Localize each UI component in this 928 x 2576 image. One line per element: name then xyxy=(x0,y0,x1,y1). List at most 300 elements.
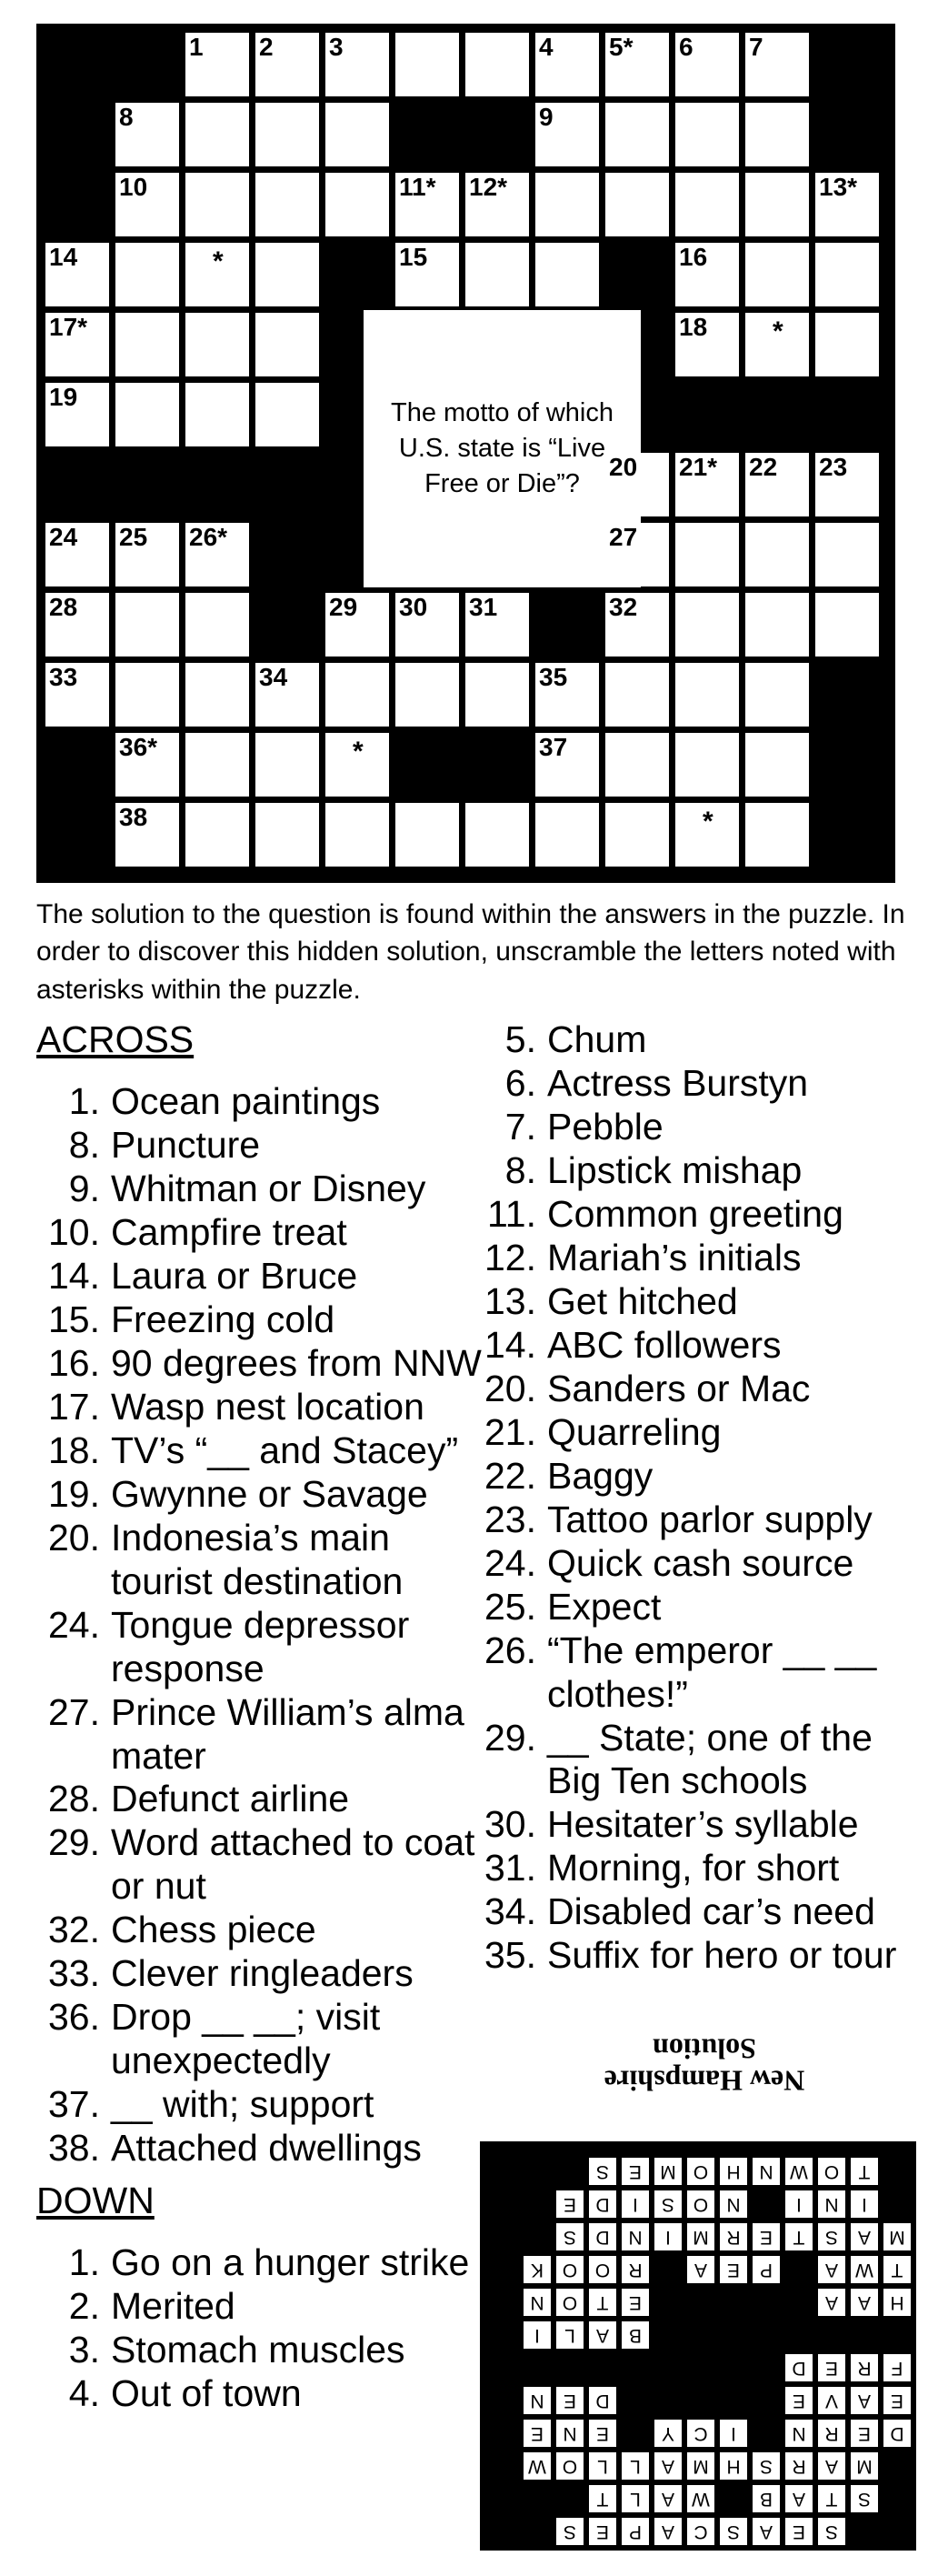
clue-item-number: 5. xyxy=(504,1018,536,1060)
clue-item-text: Common greeting xyxy=(547,1192,843,1235)
solution-cell: E xyxy=(622,2289,649,2316)
clue-item xyxy=(36,2329,500,2372)
grid-cell[interactable] xyxy=(185,383,249,446)
grid-cell[interactable] xyxy=(185,733,249,797)
across-clues xyxy=(36,1018,500,2416)
clue-item xyxy=(473,1368,927,1411)
grid-cell[interactable] xyxy=(745,733,809,797)
grid-cell[interactable] xyxy=(605,453,669,516)
crossword-grid xyxy=(36,24,895,883)
solution-cell: E xyxy=(524,2420,551,2447)
clue-item-number: 31. xyxy=(484,1847,536,1889)
asterisk-marker: * xyxy=(353,737,364,767)
clue-number: 34 xyxy=(259,663,288,691)
clue-number: 16 xyxy=(679,243,708,271)
grid-cell[interactable] xyxy=(325,803,389,867)
grid-cell[interactable] xyxy=(185,173,249,236)
clue-item xyxy=(36,1996,500,2083)
clue-item xyxy=(473,1847,927,1890)
solution-cell: S xyxy=(556,2518,584,2545)
grid-cell[interactable] xyxy=(45,243,109,306)
solution-cell: I xyxy=(654,2223,682,2250)
clue-number: 15 xyxy=(399,243,428,271)
grid-cell[interactable] xyxy=(185,313,249,376)
grid-cell[interactable] xyxy=(675,523,739,586)
solution-cell: P xyxy=(753,2256,780,2283)
clue-item-number: 37. xyxy=(48,2083,100,2126)
clue-item-number: 21. xyxy=(484,1410,536,1453)
clue-item-number: 11. xyxy=(487,1192,536,1235)
solution-cell: V xyxy=(818,2387,845,2414)
grid-cell[interactable] xyxy=(325,173,389,236)
grid-cell[interactable] xyxy=(185,663,249,727)
grid-cell[interactable] xyxy=(465,173,529,236)
solution-cell: A xyxy=(589,2321,616,2349)
clue-item xyxy=(36,1691,500,1779)
clue-item-number: 2. xyxy=(68,2285,100,2328)
grid-cell[interactable] xyxy=(605,33,669,96)
solution-cell: D xyxy=(883,2420,911,2447)
grid-cell[interactable] xyxy=(45,383,109,446)
solution-cell: A xyxy=(851,2289,878,2316)
grid-cell[interactable] xyxy=(255,33,319,96)
solution-cell: E xyxy=(589,2420,616,2447)
grid-cell[interactable] xyxy=(605,593,669,657)
grid-cell[interactable] xyxy=(325,663,389,727)
clue-item-number: 15. xyxy=(48,1298,100,1340)
grid-cell[interactable] xyxy=(745,33,809,96)
grid-cell[interactable] xyxy=(675,313,739,376)
grid-cell[interactable] xyxy=(605,733,669,797)
solution-cell: W xyxy=(524,2452,551,2480)
grid-cell[interactable] xyxy=(255,243,319,306)
grid-cell[interactable] xyxy=(675,733,739,797)
grid-cell[interactable] xyxy=(185,593,249,657)
grid-cell[interactable] xyxy=(465,663,529,727)
solution-cell: L xyxy=(556,2321,584,2349)
clue-item-number: 20. xyxy=(48,1516,100,1559)
clue-item-number: 13. xyxy=(484,1279,536,1322)
clue-item-number: 33. xyxy=(48,1952,100,1995)
clue-item-number: 29. xyxy=(484,1716,536,1759)
grid-cell[interactable] xyxy=(255,733,319,797)
clue-item xyxy=(36,1342,500,1386)
grid-cell[interactable] xyxy=(115,523,179,586)
clue-number: 14 xyxy=(49,243,78,271)
solution-cell: W xyxy=(785,2158,813,2185)
clue-item xyxy=(36,1778,500,1821)
clue-number: 38 xyxy=(119,803,148,831)
clue-number: 1 xyxy=(189,33,204,61)
clue-item-text: Defunct airline xyxy=(111,1778,350,1820)
clue-item xyxy=(473,1934,927,1978)
grid-cell[interactable] xyxy=(395,173,459,236)
grid-cell[interactable] xyxy=(115,103,179,166)
clue-item-text: Suffix for hero or tour xyxy=(547,1934,897,1977)
solution-cell: N xyxy=(556,2420,584,2447)
clue-item-text: Disabled car’s need xyxy=(547,1890,875,1933)
clue-item-number: 17. xyxy=(48,1385,100,1428)
clue-item-number: 22. xyxy=(484,1454,536,1497)
grid-cell[interactable] xyxy=(745,453,809,516)
clue-item-text: Word attached to coat or nut xyxy=(111,1821,475,1908)
grid-cell[interactable] xyxy=(45,313,109,376)
clue-item-text: Chess piece xyxy=(111,1909,316,1951)
grid-cell[interactable] xyxy=(745,243,809,306)
clue-item xyxy=(36,1429,500,1473)
clue-item-text: Expect xyxy=(547,1585,662,1628)
grid-cell[interactable] xyxy=(185,33,249,96)
clue-item-text: Tattoo parlor supply xyxy=(547,1498,873,1540)
clue-item xyxy=(473,1193,927,1237)
grid-cell[interactable] xyxy=(325,33,389,96)
clue-item-number: 12. xyxy=(484,1236,536,1278)
clue-number: 3 xyxy=(329,33,344,61)
clue-item-text: Puncture xyxy=(111,1123,261,1166)
grid-cell[interactable] xyxy=(395,33,459,96)
solution-cell: F xyxy=(883,2354,911,2381)
clue-item-number: 16. xyxy=(48,1341,100,1384)
grid-cell[interactable] xyxy=(605,803,669,867)
solution-cell: B xyxy=(753,2485,780,2512)
grid-cell[interactable] xyxy=(815,593,879,657)
grid-cell[interactable] xyxy=(605,663,669,727)
clue-item-text: __ with; support xyxy=(111,2083,374,2126)
solution-cell: A xyxy=(687,2256,714,2283)
solution-cell: T xyxy=(883,2256,911,2283)
grid-cell[interactable] xyxy=(45,593,109,657)
clue-item-text: Wasp nest location xyxy=(111,1385,424,1428)
grid-cell[interactable] xyxy=(255,173,319,236)
solution-cell: E xyxy=(589,2518,616,2545)
solution-cell: R xyxy=(622,2256,649,2283)
grid-cell[interactable] xyxy=(815,523,879,586)
grid-cell[interactable] xyxy=(815,453,879,516)
clue-item xyxy=(473,1106,927,1149)
clue-item-text: Campfire treat xyxy=(111,1210,347,1253)
solution-cell: O xyxy=(687,2190,714,2218)
clue-item-number: 36. xyxy=(48,1996,100,2039)
solution-cell: A xyxy=(851,2223,878,2250)
clue-number: 13* xyxy=(819,173,858,201)
grid-cell[interactable] xyxy=(255,803,319,867)
solution-cell: E xyxy=(622,2158,649,2185)
grid-cell[interactable] xyxy=(115,733,179,797)
solution-cell: C xyxy=(687,2518,714,2545)
grid-cell[interactable] xyxy=(745,803,809,867)
clue-item-number: 35. xyxy=(484,1934,536,1977)
grid-cell[interactable] xyxy=(535,733,599,797)
clue-item-text: Clever ringleaders xyxy=(111,1952,414,1995)
solution-cell: D xyxy=(589,2190,616,2218)
grid-cell[interactable] xyxy=(115,243,179,306)
solution-cell: M xyxy=(687,2452,714,2480)
clue-item-text: Actress Burstyn xyxy=(547,1061,809,1104)
solution-cell: O xyxy=(556,2289,584,2316)
solution-cell: C xyxy=(687,2420,714,2447)
solution-cell: L xyxy=(589,2452,616,2480)
grid-cell[interactable] xyxy=(465,243,529,306)
grid-cell[interactable] xyxy=(535,663,599,727)
clue-item xyxy=(36,1124,500,1168)
solution-cell: I xyxy=(524,2321,551,2349)
solution-cell: E xyxy=(851,2420,878,2447)
clue-item xyxy=(473,1586,927,1629)
solution-cell: N xyxy=(622,2223,649,2250)
grid-cell[interactable] xyxy=(255,313,319,376)
solution-cell: S xyxy=(818,2518,845,2545)
clue-item xyxy=(36,1821,500,1909)
grid-cell[interactable] xyxy=(185,523,249,586)
clue-number: 17* xyxy=(49,313,88,341)
clue-number: 37 xyxy=(539,733,568,761)
clue-number: 4 xyxy=(539,33,554,61)
asterisk-marker: * xyxy=(773,316,783,346)
clue-item-text: Get hitched xyxy=(547,1279,738,1322)
grid-cell[interactable] xyxy=(325,733,389,797)
clue-item-text: Sanders or Mac xyxy=(547,1367,811,1409)
clue-item-number: 8. xyxy=(504,1148,536,1191)
clue-item-text: ABC followers xyxy=(547,1323,782,1366)
grid-cell[interactable] xyxy=(675,103,739,166)
grid-cell[interactable] xyxy=(395,593,459,657)
solution-cell: A xyxy=(785,2485,813,2512)
clue-item xyxy=(36,1298,500,1342)
clue-item-number: 20. xyxy=(484,1367,536,1409)
grid-cell[interactable] xyxy=(675,593,739,657)
clue-item-number: 34. xyxy=(484,1890,536,1933)
clue-item-number: 7. xyxy=(504,1105,536,1148)
solution-cell: R xyxy=(818,2420,845,2447)
solution-cell: R xyxy=(785,2452,813,2480)
grid-cell[interactable] xyxy=(675,803,739,867)
clue-item-text: 90 degrees from NNW xyxy=(111,1341,482,1384)
clue-item xyxy=(36,2285,500,2329)
clue-item xyxy=(36,1168,500,1211)
clue-item-text: Mariah’s initials xyxy=(547,1236,802,1278)
clue-number: 33 xyxy=(49,663,78,691)
clue-item xyxy=(36,1211,500,1255)
clue-item-text: __ State; one of the Big Ten schools xyxy=(547,1716,873,1802)
grid-cell[interactable] xyxy=(395,243,459,306)
solution-cell: H xyxy=(720,2158,747,2185)
solution-cell: D xyxy=(785,2354,813,2381)
solution-cell: A xyxy=(818,2452,845,2480)
clue-item xyxy=(36,2241,500,2285)
solution-cell: N xyxy=(818,2190,845,2218)
solution-cell: A xyxy=(654,2452,682,2480)
clue-item-text: Baggy xyxy=(547,1454,654,1497)
asterisk-marker: * xyxy=(703,807,713,837)
clue-number: 23 xyxy=(819,453,848,481)
grid-cell[interactable] xyxy=(745,593,809,657)
solution-title: New Hampshire Solution xyxy=(604,2032,805,2098)
clue-number: 35 xyxy=(539,663,568,691)
clue-item-number: 23. xyxy=(484,1498,536,1540)
clue-item xyxy=(36,1604,500,1691)
clue-item-text: Lipstick mishap xyxy=(547,1148,803,1191)
clue-number: 10 xyxy=(119,173,148,201)
clue-item-number: 1. xyxy=(68,2241,100,2284)
grid-cell[interactable] xyxy=(325,103,389,166)
clue-number: 30 xyxy=(399,593,428,621)
grid-cell[interactable] xyxy=(115,313,179,376)
clue-item-text: Tongue depressor response xyxy=(111,1603,410,1689)
clue-number: 11* xyxy=(399,173,436,201)
center-question: The motto of which U.S. state is “Live Free or Die”? xyxy=(364,310,641,587)
solution-cell: A xyxy=(851,2387,878,2414)
grid-cell[interactable] xyxy=(45,523,109,586)
grid-cell[interactable] xyxy=(675,243,739,306)
grid-cell[interactable] xyxy=(395,803,459,867)
clue-item-text: Hesitater’s syllable xyxy=(547,1803,859,1846)
solution-cell: B xyxy=(622,2321,649,2349)
solution-cell: T xyxy=(818,2485,845,2512)
clue-item xyxy=(36,1909,500,1952)
grid-cell[interactable] xyxy=(465,803,529,867)
clue-item-number: 14. xyxy=(48,1254,100,1297)
clue-item xyxy=(473,1280,927,1324)
grid-cell[interactable] xyxy=(745,663,809,727)
clue-item-text: Pebble xyxy=(547,1105,664,1148)
clue-number: 32 xyxy=(609,593,638,621)
grid-cell[interactable] xyxy=(255,663,319,727)
solution-cell: N xyxy=(524,2387,551,2414)
grid-cell[interactable] xyxy=(675,663,739,727)
grid-cell[interactable] xyxy=(465,593,529,657)
grid-cell[interactable] xyxy=(115,803,179,867)
grid-cell[interactable] xyxy=(395,663,459,727)
solution-cell: A xyxy=(654,2485,682,2512)
clue-number: 29 xyxy=(329,593,358,621)
solution-cell: E xyxy=(785,2387,813,2414)
grid-cell[interactable] xyxy=(255,383,319,446)
grid-cell[interactable] xyxy=(675,33,739,96)
solution-cell: T xyxy=(589,2289,616,2316)
grid-cell[interactable] xyxy=(605,103,669,166)
clue-item-number: 9. xyxy=(68,1167,100,1209)
solution-cell: N xyxy=(785,2420,813,2447)
down-heading: DOWN xyxy=(36,2180,155,2222)
clue-item-number: 25. xyxy=(484,1585,536,1628)
clue-item-text: Gwynne or Savage xyxy=(111,1472,428,1515)
clue-number: 5* xyxy=(609,33,634,61)
solution-cell: Y xyxy=(654,2420,682,2447)
asterisk-marker: * xyxy=(213,246,224,276)
grid-cell[interactable] xyxy=(745,173,809,236)
clue-item xyxy=(473,1018,927,1062)
solution-cell: A xyxy=(818,2289,845,2316)
grid-cell[interactable] xyxy=(535,33,599,96)
grid-cell[interactable] xyxy=(255,103,319,166)
clue-item xyxy=(473,1062,927,1106)
grid-cell[interactable] xyxy=(115,663,179,727)
grid-cell[interactable] xyxy=(815,243,879,306)
grid-cell[interactable] xyxy=(185,103,249,166)
solution-cell: R xyxy=(851,2354,878,2381)
solution-cell: A xyxy=(818,2256,845,2283)
grid-cell[interactable] xyxy=(185,243,249,306)
grid-cell[interactable] xyxy=(535,243,599,306)
clue-item-number: 10. xyxy=(48,1210,100,1253)
clue-item xyxy=(36,1080,500,1124)
clue-number: 26* xyxy=(189,523,228,551)
clue-number: 22 xyxy=(749,453,778,481)
grid-cell[interactable] xyxy=(605,523,669,586)
clue-item xyxy=(473,1324,927,1368)
solution-cell: W xyxy=(687,2485,714,2512)
grid-cell[interactable] xyxy=(675,453,739,516)
solution-cell: N xyxy=(720,2190,747,2218)
clue-number: 19 xyxy=(49,383,78,411)
solution-cell: E xyxy=(556,2387,584,2414)
clue-number: 24 xyxy=(49,523,78,551)
clue-item-text: Go on a hunger strike xyxy=(111,2241,470,2284)
clue-number: 2 xyxy=(259,33,274,61)
grid-cell[interactable] xyxy=(605,173,669,236)
clue-item xyxy=(36,2372,500,2416)
clue-item-text: Drop __ __; visit unexpectedly xyxy=(111,1996,381,2082)
clue-item-text: Morning, for short xyxy=(547,1847,840,1889)
clue-item xyxy=(473,1717,927,1804)
grid-cell[interactable] xyxy=(815,313,879,376)
clue-number: 20 xyxy=(609,453,638,481)
solution-cell: H xyxy=(883,2289,911,2316)
clue-item xyxy=(473,1149,927,1193)
grid-cell[interactable] xyxy=(465,33,529,96)
clue-item-number: 18. xyxy=(48,1428,100,1471)
solution-cell: R xyxy=(720,2223,747,2250)
clue-item xyxy=(36,2083,500,2127)
grid-cell[interactable] xyxy=(115,173,179,236)
grid-cell[interactable] xyxy=(745,313,809,376)
grid-cell[interactable] xyxy=(745,523,809,586)
clue-number: 36* xyxy=(119,733,158,761)
grid-cell[interactable] xyxy=(45,663,109,727)
grid-cell[interactable] xyxy=(185,803,249,867)
clue-item xyxy=(473,1890,927,1934)
clue-item xyxy=(473,1498,927,1542)
solution-cell: I xyxy=(851,2190,878,2218)
clue-number: 25 xyxy=(119,523,148,551)
clue-item-text: Quarreling xyxy=(547,1410,722,1453)
clue-item xyxy=(473,1542,927,1586)
grid-cell[interactable] xyxy=(325,593,389,657)
grid-cell[interactable] xyxy=(535,173,599,236)
clue-item-text: Quick cash source xyxy=(547,1541,854,1584)
grid-cell[interactable] xyxy=(535,103,599,166)
clue-item-number: 19. xyxy=(48,1472,100,1515)
grid-cell[interactable] xyxy=(535,803,599,867)
solution-cell: S xyxy=(654,2190,682,2218)
solution-cell: S xyxy=(589,2158,616,2185)
grid-cell[interactable] xyxy=(115,383,179,446)
grid-cell[interactable] xyxy=(115,593,179,657)
grid-cell[interactable] xyxy=(745,103,809,166)
solution-cell: S xyxy=(720,2518,747,2545)
clue-number: 27 xyxy=(609,523,638,551)
solution-cell: D xyxy=(589,2387,616,2414)
solution-cell: O xyxy=(687,2158,714,2185)
clue-item xyxy=(473,1237,927,1280)
solution-cell: S xyxy=(556,2223,584,2250)
clue-item xyxy=(36,1952,500,1996)
clue-item xyxy=(36,1255,500,1298)
grid-cell[interactable] xyxy=(815,173,879,236)
solution-cell: O xyxy=(556,2256,584,2283)
grid-cell[interactable] xyxy=(675,173,739,236)
clue-item-number: 14. xyxy=(484,1323,536,1366)
